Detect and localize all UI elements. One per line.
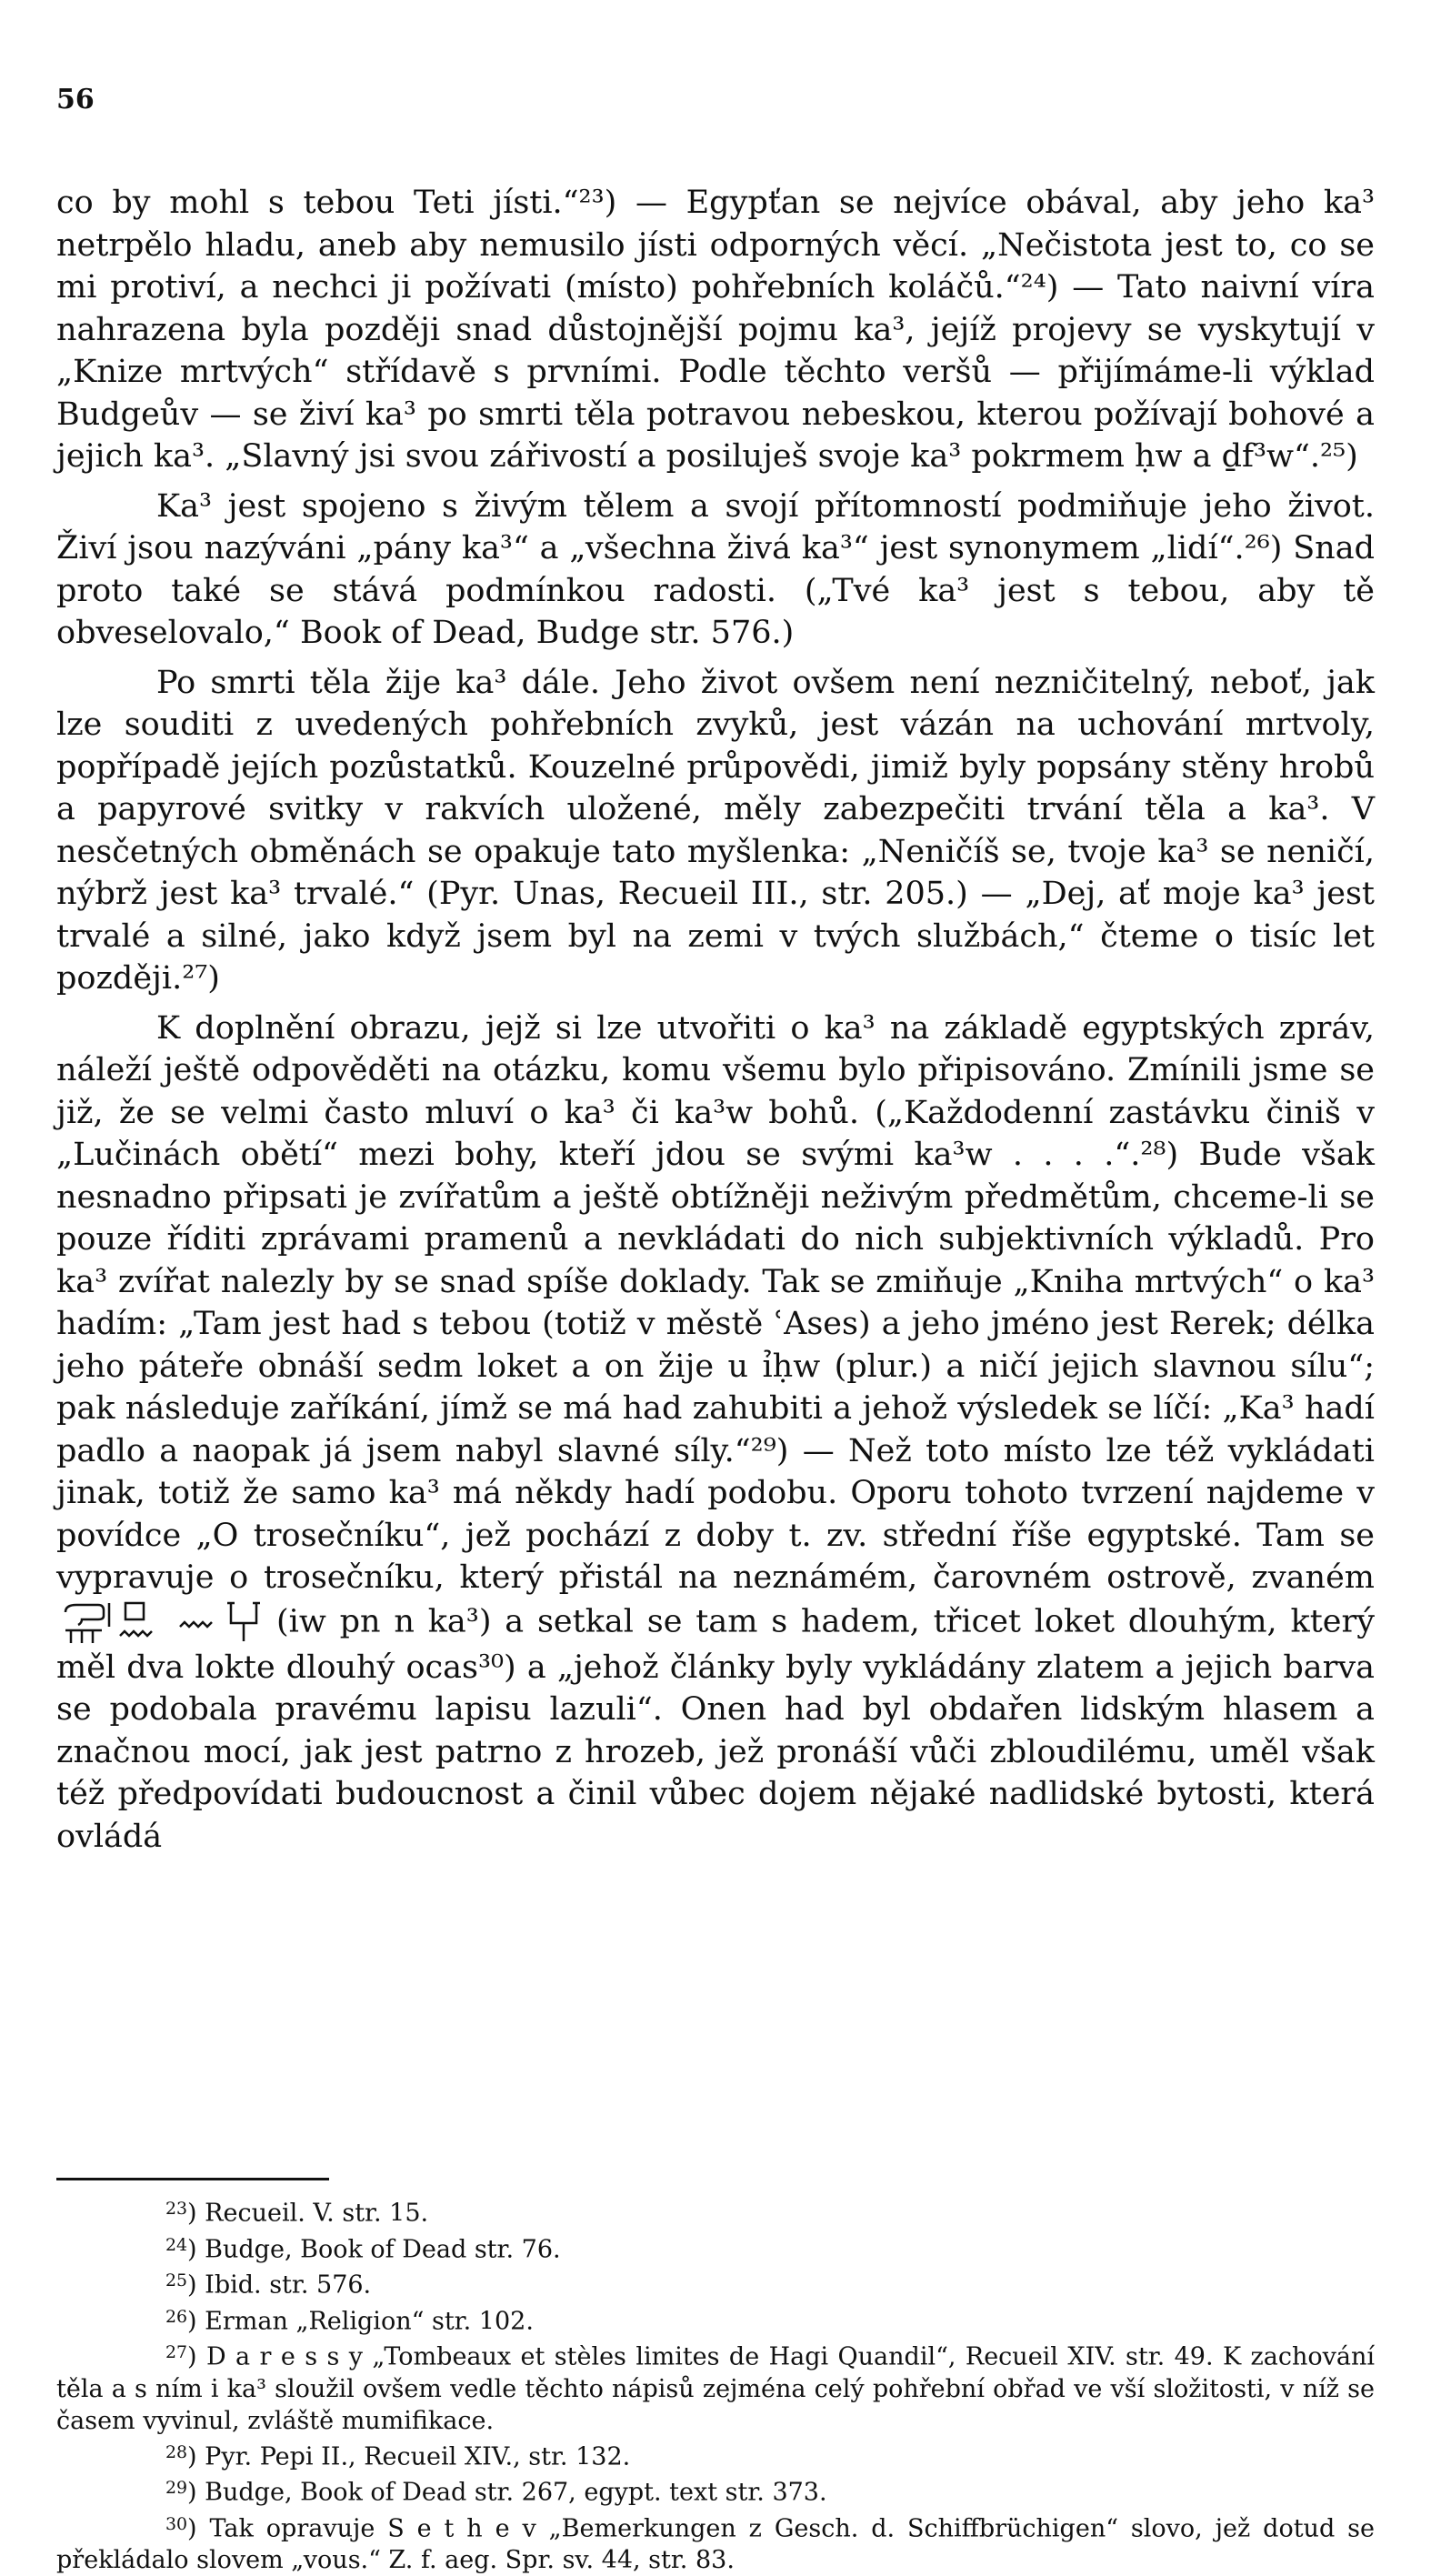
footnote: $^{24}$) Budge, Book of Dead str. 76.: [165, 2234, 561, 2264]
footnote-number: 28: [165, 2441, 188, 2462]
footnote-number: 26: [165, 2306, 188, 2327]
footnote-number: 30: [165, 2513, 188, 2534]
footnote-text: Pyr. Pepi II., Recueil XIV., str. 132.: [205, 2442, 631, 2471]
footnote-number: 27: [165, 2342, 188, 2363]
footnote-text: D a r e s s y „Tombeaux et stèles limites de Hagi Quandil“, Recueil XIV. str. 49. K zachování těla a s ním i ka³ sloužil ovšem vedle těchto nápisů zejména celý pohřební obřad ve vší složitosti, v níž se časem vyvinul, zvláště mumifikace.: [56, 2342, 1375, 2435]
footnote: $^{25}$) Ibid. str. 576.: [165, 2270, 372, 2300]
footnote: $^{26}$) Erman „Religion“ str. 102.: [165, 2306, 534, 2336]
paragraph: Po smrti těla žije ka³ dále. Jeho život ovšem není nezničitelný, neboť, jak lze souditi z uvedených pohřebních zvyků, jest vázán na uchování mrtvoly, popřípadě jejích pozůstatků. Kouzelné průpovědi, jimiž byly popsány stěny hrobů a papyrové svitky v rakvích uložené, měly zabezpečiti trvání těla a ka³. V nesčetných obměnách se opakuje tato myšlenka: „Neničíš se, tvoje ka³ se neničí, nýbrž jest ka³ trvalé.“ (Pyr. Unas, Recueil III., str. 205.) — „Dej, ať moje ka³ jest trvalé a silné, jako když jsem byl na zemi v tvých službách,“ čteme o tisíc let později.²⁷): [56, 664, 1375, 997]
footnote-text: Tak opravuje S e t h e v „Bemerkungen z Gesch. d. Schiffbrüchigen“ slovo, jež dotud se překládalo slovem „vous.“ Z. f. aeg. Spr. sv. 44, str. 83.: [56, 2514, 1375, 2575]
footnote-number: 29: [165, 2478, 188, 2499]
footnote: $^{29}$) Budge, Book of Dead str. 267, egypt. text str. 373.: [165, 2478, 827, 2507]
footnote: $^{30}$) Tak opravuje S e t h e v „Bemerkungen z Gesch. d. Schiffbrüchigen“ slovo, jež dotud se překládalo slovem „vous.“ Z. f. aeg. Spr. sv. 44, str. 83.: [56, 2513, 1375, 2575]
footnote-number: 25: [165, 2270, 188, 2291]
footnote: $^{28}$) Pyr. Pepi II., Recueil XIV., str. 132.: [165, 2441, 631, 2471]
footnote-number: 24: [165, 2234, 188, 2255]
footnote: $^{27}$) D a r e s s y „Tombeaux et stèles limites de Hagi Quandil“, Recueil XIV. str. 49. K zachování těla a s ním i ka³ sloužil ovšem vedle těchto nápisů zejména celý pohřební obřad ve vší složitosti, v níž se časem vyvinul, zvláště mumifikace.: [56, 2342, 1375, 2435]
page-number: 56: [56, 84, 95, 115]
footnote: $^{23}$) Recueil. V. str. 15.: [165, 2199, 429, 2228]
paragraph-text: K doplnění obrazu, jejž si lze utvořiti o ka³ na základě egyptských zpráv, náleží ještě odpověděti na otázku, komu všemu bylo připisováno. Zmínili jsme se již, že se velmi často mluví o ka³ či ka³w bohů. („Každodenní zastávku činiš v „Lučinách obětí“ mezi bohy, kteří jdou se svými ka³w . . . .“.²⁸) Bude však nesnadno připsati je zvířatům a ještě obtížněji neživým předmětům, chceme-li se pouze říditi zprávami pramenů a nevkládati do nich subjektivních výkladů. Pro ka³ zvířat nalezly by se snad spíše doklady. Tak se zmiňuje „Kniha mrtvých“ o ka³ hadím: „Tam jest had s tebou (totiž v městě ʿAses) a jeho jméno jest Rerek; délka jeho páteře obnáší sedm loket a on žije u ỉḥw (plur.) a ničí jejich slavnou sílu“; pak následuje zaříkání, jímž se má had zahubiti a jehož výsledek se líčí: „Ka³ hadí padlo a naopak já jsem nabyl slavné síly.“²⁹) — Než toto místo lze též vykládati jinak, totiž že samo ka³ má někdy hadí podobu. Oporu tohoto tvrzení najdeme v povídce „O trosečníku“, jež pochází z doby t. zv. střední říše egyptské. Tam se vypravuje o trosečníku, který přistál na neznámém, čarovném ostrově, zvaném: [56, 1009, 1375, 1596]
paragraph: [56, 1007, 1375, 1859]
footnote-divider: [56, 2178, 329, 2180]
hieroglyph-group: [62, 1599, 271, 1647]
footnote-text: Ibid. str. 576.: [205, 2270, 372, 2300]
paragraph: co by mohl s tebou Teti jísti.“²³) — Egypťan se nejvíce obával, aby jeho ka³ netrpělo hladu, aneb aby nemusilo jísti odporných věcí. „Nečistota jest to, co se mi protiví, a nechci ji požívati (místo) pohřebních koláčů.“²⁴) — Tato naivní víra nahrazena byla později snad důstojnější pojmu ka³, jejíž projevy se vyskytují v „Knize mrtvých“ střídavě s prvními. Podle těchto veršů — přijímáme-li výklad Budgeův — se živí ka³ po smrti těla potravou nebeskou, kterou požívají bohové a jejich ka³. „Slavný jsi svou zářivostí a posiluješ svoje ka³ pokrmem ḥw a ḏf³w“.²⁵): [56, 185, 1375, 475]
footnote-text: Erman „Religion“ str. 102.: [205, 2307, 534, 2336]
paragraph-text: (iw pn n ka³) a setkal se tam s hadem, třicet loket dlouhým, který měl dva lokte dlouhý ocas³⁰) a „jehož články byly vykládány zlatem a jejich barva se podobala pravému lapisu lazuli“. Onen had byl obdařen lidským hlasem a značnou mocí, jak jest patrno z hrozeb, jež pronáší vůči zbloudilému, uměl však též předpovídati budoucnost a činil vůbec dojem nějaké nadlidské bytosti, která ovládá: [56, 1603, 1375, 1855]
footnote-text: Budge, Book of Dead str. 267, egypt. text str. 373.: [205, 2478, 827, 2507]
main-text: [56, 182, 1375, 1865]
paragraph: Ka³ jest spojeno s živým tělem a svojí přítomností podmiňuje jeho život. Živí jsou nazýváni „pány ka³“ a „všechna živá ka³“ jest synonymem „lidí“.²⁶) Snad proto také se stává podmínkou radosti. („Tvé ka³ jest s tebou, aby tě obveselovalo,“ Book of Dead, Budge str. 576.): [56, 487, 1375, 651]
footnote-number: 23: [165, 2199, 188, 2219]
footnote-text: Budge, Book of Dead str. 76.: [205, 2235, 561, 2264]
footnotes: [56, 2193, 1375, 2576]
footnote-text: Recueil. V. str. 15.: [205, 2199, 429, 2228]
